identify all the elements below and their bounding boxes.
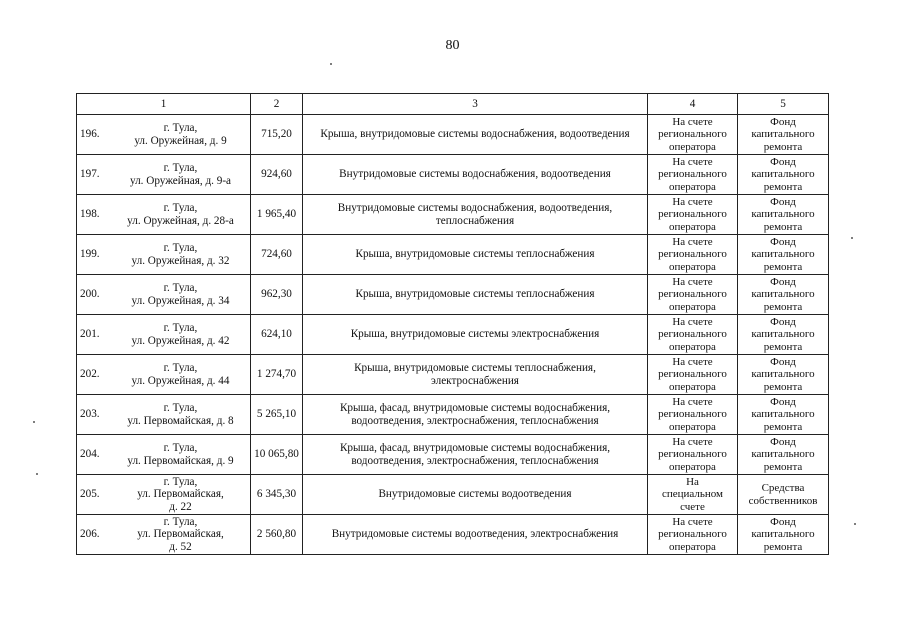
works-line: электроснабжения bbox=[431, 374, 519, 387]
scan-speck bbox=[330, 63, 332, 65]
account-line: оператора bbox=[669, 540, 716, 553]
address-wrap bbox=[80, 155, 247, 194]
register-table-body bbox=[77, 94, 829, 555]
address-line: г. Тула, bbox=[163, 322, 198, 334]
address-wrap bbox=[80, 435, 247, 474]
fund-line: ремонта bbox=[763, 380, 803, 393]
works-cell bbox=[303, 275, 648, 315]
address bbox=[114, 362, 247, 387]
account-line: оператора bbox=[669, 460, 716, 473]
address-cell bbox=[77, 195, 251, 235]
works-line: теплоснабжения bbox=[435, 214, 515, 227]
account-cell bbox=[648, 435, 738, 475]
fund-cell bbox=[738, 355, 829, 395]
address-line: г. Тула, bbox=[163, 475, 198, 488]
account-line: На счете bbox=[672, 156, 713, 169]
row-number: 196. bbox=[80, 128, 100, 141]
header-cell-5: 5 bbox=[738, 94, 829, 115]
table-row bbox=[77, 115, 829, 155]
works-line: Крыша, внутридомовые системы теплоснабжения bbox=[355, 288, 595, 301]
account-cell bbox=[648, 315, 738, 355]
row-number: 197. bbox=[80, 168, 100, 181]
works-cell bbox=[303, 515, 648, 555]
fund-line: капитального bbox=[751, 248, 815, 261]
fund-line: Средства bbox=[761, 482, 805, 495]
table-row bbox=[77, 195, 829, 235]
address-wrap bbox=[80, 395, 247, 434]
account-line: На счете bbox=[672, 436, 713, 449]
address-cell bbox=[77, 115, 251, 155]
fund-line: ремонта bbox=[763, 180, 803, 193]
address-wrap bbox=[80, 315, 247, 354]
table-row bbox=[77, 235, 829, 275]
header-cell-3: 3 bbox=[303, 94, 648, 115]
works-cell bbox=[303, 115, 648, 155]
address bbox=[114, 402, 247, 427]
address-line: ул. Оружейная, д. 32 bbox=[131, 254, 230, 267]
address-line: г. Тула, bbox=[163, 362, 198, 374]
fund-line: капитального bbox=[751, 408, 815, 421]
works-line: Крыша, внутридомовые системы теплоснабжения bbox=[355, 248, 595, 261]
account-line: регионального bbox=[658, 248, 727, 261]
address-line: ул. Оружейная, д. 9-а bbox=[129, 174, 232, 187]
works-cell bbox=[303, 395, 648, 435]
account-line: На счете bbox=[672, 516, 713, 529]
address-line: ул. Первомайская, д. 9 bbox=[127, 454, 234, 467]
fund-line: капитального bbox=[751, 368, 815, 381]
account-cell bbox=[648, 155, 738, 195]
works-line: Крыша, фасад, внутридомовые системы водоснабжения, bbox=[339, 402, 611, 414]
fund-line: ремонта bbox=[763, 140, 803, 153]
works-line: водоотведения, электроснабжения, теплоснабжения bbox=[351, 454, 599, 467]
account-cell bbox=[648, 275, 738, 315]
account-line: На счете bbox=[672, 196, 713, 209]
fund-line: капитального bbox=[751, 208, 815, 221]
address bbox=[114, 162, 247, 187]
account-cell bbox=[648, 115, 738, 155]
address-cell bbox=[77, 395, 251, 435]
row-number: 203. bbox=[80, 408, 100, 421]
table-row bbox=[77, 435, 829, 475]
address-wrap bbox=[80, 355, 247, 394]
works-line: Крыша, внутридомовые системы теплоснабжения, bbox=[354, 362, 596, 374]
area-cell: 724,60 bbox=[251, 235, 303, 275]
fund-line: ремонта bbox=[763, 260, 803, 273]
address-line: ул. Первомайская, bbox=[137, 528, 224, 541]
address-cell bbox=[77, 275, 251, 315]
table-row bbox=[77, 275, 829, 315]
account-line: регионального bbox=[658, 208, 727, 221]
fund-cell bbox=[738, 115, 829, 155]
address-line: ул. Первомайская, bbox=[137, 488, 224, 501]
row-number: 205. bbox=[80, 488, 100, 501]
fund-line: Фонд bbox=[770, 116, 796, 129]
area-cell: 715,20 bbox=[251, 115, 303, 155]
fund-line: собственников bbox=[748, 494, 818, 507]
table-row bbox=[77, 155, 829, 195]
scan-speck bbox=[854, 523, 856, 525]
works-cell bbox=[303, 195, 648, 235]
address bbox=[114, 202, 247, 227]
address-cell bbox=[77, 475, 251, 515]
fund-line: ремонта bbox=[763, 460, 803, 473]
row-number: 202. bbox=[80, 368, 100, 381]
works-cell bbox=[303, 355, 648, 395]
address-line: д. 22 bbox=[169, 500, 192, 513]
row-number: 200. bbox=[80, 288, 100, 301]
address-line: ул. Первомайская, д. 8 bbox=[127, 414, 234, 427]
address-wrap bbox=[80, 115, 247, 154]
fund-line: капитального bbox=[751, 328, 815, 341]
table-row bbox=[77, 475, 829, 515]
fund-line: ремонта bbox=[763, 540, 803, 553]
address-wrap bbox=[80, 195, 247, 234]
fund-cell bbox=[738, 395, 829, 435]
account-cell bbox=[648, 355, 738, 395]
area-cell: 624,10 bbox=[251, 315, 303, 355]
fund-line: Фонд bbox=[770, 196, 796, 209]
fund-line: Фонд bbox=[770, 436, 796, 449]
fund-cell bbox=[738, 435, 829, 475]
table-row bbox=[77, 315, 829, 355]
address-line: д. 52 bbox=[169, 540, 192, 553]
account-line: оператора bbox=[669, 140, 716, 153]
fund-cell bbox=[738, 195, 829, 235]
account-line: регионального bbox=[658, 408, 727, 421]
page-number: 80 bbox=[445, 38, 460, 53]
account-cell bbox=[648, 475, 738, 515]
account-line: оператора bbox=[669, 260, 716, 273]
fund-line: капитального bbox=[751, 128, 815, 141]
row-number: 204. bbox=[80, 448, 100, 461]
area-cell: 962,30 bbox=[251, 275, 303, 315]
fund-line: Фонд bbox=[770, 276, 796, 289]
address bbox=[114, 442, 247, 467]
address-cell bbox=[77, 315, 251, 355]
account-line: На счете bbox=[672, 396, 713, 409]
fund-line: капитального bbox=[751, 168, 815, 181]
address-cell bbox=[77, 235, 251, 275]
fund-line: Фонд bbox=[770, 156, 796, 169]
address-line: ул. Оружейная, д. 34 bbox=[131, 294, 230, 307]
area-cell: 6 345,30 bbox=[251, 475, 303, 515]
row-number: 199. bbox=[80, 248, 100, 261]
area-cell: 924,60 bbox=[251, 155, 303, 195]
fund-cell bbox=[738, 275, 829, 315]
address-line: г. Тула, bbox=[163, 122, 198, 134]
address-line: г. Тула, bbox=[163, 242, 198, 254]
account-line: регионального bbox=[658, 128, 727, 141]
area-cell: 1 274,70 bbox=[251, 355, 303, 395]
address bbox=[114, 122, 247, 147]
account-line: регионального bbox=[658, 328, 727, 341]
account-line: оператора bbox=[669, 180, 716, 193]
address bbox=[114, 516, 247, 554]
account-line: регионального bbox=[658, 288, 727, 301]
fund-cell bbox=[738, 155, 829, 195]
fund-line: ремонта bbox=[763, 420, 803, 433]
scan-speck bbox=[36, 473, 38, 475]
fund-cell bbox=[738, 515, 829, 555]
table-row bbox=[77, 355, 829, 395]
row-number: 201. bbox=[80, 328, 100, 341]
address-line: г. Тула, bbox=[163, 402, 198, 414]
works-line: Крыша, внутридомовые системы электроснабжения bbox=[350, 328, 600, 341]
account-line: специальном bbox=[661, 488, 724, 501]
works-line: Внутридомовые системы водоснабжения, водоотведения, bbox=[337, 202, 613, 214]
account-line: регионального bbox=[658, 168, 727, 181]
fund-line: ремонта bbox=[763, 220, 803, 233]
fund-line: капитального bbox=[751, 448, 815, 461]
account-line: На счете bbox=[672, 316, 713, 329]
address-line: ул. Оружейная, д. 9 bbox=[134, 134, 227, 147]
header-cell-4: 4 bbox=[648, 94, 738, 115]
account-line: счете bbox=[680, 500, 705, 513]
works-line: Внутридомовые системы водоотведения, электроснабжения bbox=[331, 528, 619, 541]
table-row bbox=[77, 515, 829, 555]
table-row bbox=[77, 395, 829, 435]
address-line: ул. Оружейная, д. 28-а bbox=[127, 214, 234, 227]
account-line: регионального bbox=[658, 448, 727, 461]
fund-line: ремонта bbox=[763, 340, 803, 353]
address-line: г. Тула, bbox=[163, 162, 198, 174]
fund-line: Фонд bbox=[770, 356, 796, 369]
fund-line: капитального bbox=[751, 528, 815, 541]
account-line: На счете bbox=[672, 236, 713, 249]
account-line: оператора bbox=[669, 340, 716, 353]
account-line: регионального bbox=[658, 528, 727, 541]
account-cell bbox=[648, 235, 738, 275]
account-cell bbox=[648, 515, 738, 555]
fund-cell bbox=[738, 315, 829, 355]
fund-line: Фонд bbox=[770, 516, 796, 529]
address-line: г. Тула, bbox=[163, 515, 198, 528]
register-table bbox=[76, 93, 829, 555]
address-line: г. Тула, bbox=[163, 202, 198, 214]
fund-line: капитального bbox=[751, 288, 815, 301]
works-cell bbox=[303, 475, 648, 515]
address-wrap bbox=[80, 235, 247, 274]
address-wrap bbox=[80, 515, 247, 554]
account-line: На счете bbox=[672, 356, 713, 369]
fund-cell bbox=[738, 235, 829, 275]
area-cell: 2 560,80 bbox=[251, 515, 303, 555]
fund-line: Фонд bbox=[770, 316, 796, 329]
account-line: На bbox=[686, 476, 699, 489]
account-line: На счете bbox=[672, 116, 713, 129]
account-line: оператора bbox=[669, 300, 716, 313]
works-cell bbox=[303, 235, 648, 275]
area-cell: 5 265,10 bbox=[251, 395, 303, 435]
works-cell bbox=[303, 155, 648, 195]
area-cell: 1 965,40 bbox=[251, 195, 303, 235]
address bbox=[114, 282, 247, 307]
works-line: Крыша, фасад, внутридомовые системы водоснабжения, bbox=[339, 442, 611, 454]
header-cell-2: 2 bbox=[251, 94, 303, 115]
works-line: Внутридомовые системы водоснабжения, водоотведения bbox=[339, 168, 611, 181]
scan-speck bbox=[851, 237, 853, 239]
address-line: г. Тула, bbox=[163, 282, 198, 294]
area-cell: 10 065,80 bbox=[251, 435, 303, 475]
address bbox=[114, 476, 247, 514]
account-cell bbox=[648, 395, 738, 435]
row-number: 206. bbox=[80, 528, 100, 541]
account-cell bbox=[648, 195, 738, 235]
address-cell bbox=[77, 515, 251, 555]
address-line: ул. Оружейная, д. 44 bbox=[131, 374, 230, 387]
address-cell bbox=[77, 355, 251, 395]
account-line: регионального bbox=[658, 368, 727, 381]
works-line: водоотведения, электроснабжения, теплоснабжения bbox=[351, 414, 599, 427]
fund-cell bbox=[738, 475, 829, 515]
account-line: оператора bbox=[669, 420, 716, 433]
scan-speck bbox=[33, 421, 35, 423]
fund-line: ремонта bbox=[763, 300, 803, 313]
address-line: ул. Оружейная, д. 42 bbox=[131, 334, 230, 347]
address bbox=[114, 322, 247, 347]
fund-line: Фонд bbox=[770, 236, 796, 249]
address-cell bbox=[77, 435, 251, 475]
account-line: оператора bbox=[669, 220, 716, 233]
account-line: оператора bbox=[669, 380, 716, 393]
header-row bbox=[77, 94, 829, 115]
works-cell bbox=[303, 315, 648, 355]
address-wrap bbox=[80, 475, 247, 514]
address bbox=[114, 242, 247, 267]
row-number: 198. bbox=[80, 208, 100, 221]
address-line: г. Тула, bbox=[163, 442, 198, 454]
works-line: Внутридомовые системы водоотведения bbox=[378, 488, 572, 501]
header-cell-1: 1 bbox=[77, 94, 251, 115]
works-line: Крыша, внутридомовые системы водоснабжения, водоотведения bbox=[320, 128, 630, 141]
address-wrap bbox=[80, 275, 247, 314]
account-line: На счете bbox=[672, 276, 713, 289]
fund-line: Фонд bbox=[770, 396, 796, 409]
works-cell bbox=[303, 435, 648, 475]
address-cell bbox=[77, 155, 251, 195]
